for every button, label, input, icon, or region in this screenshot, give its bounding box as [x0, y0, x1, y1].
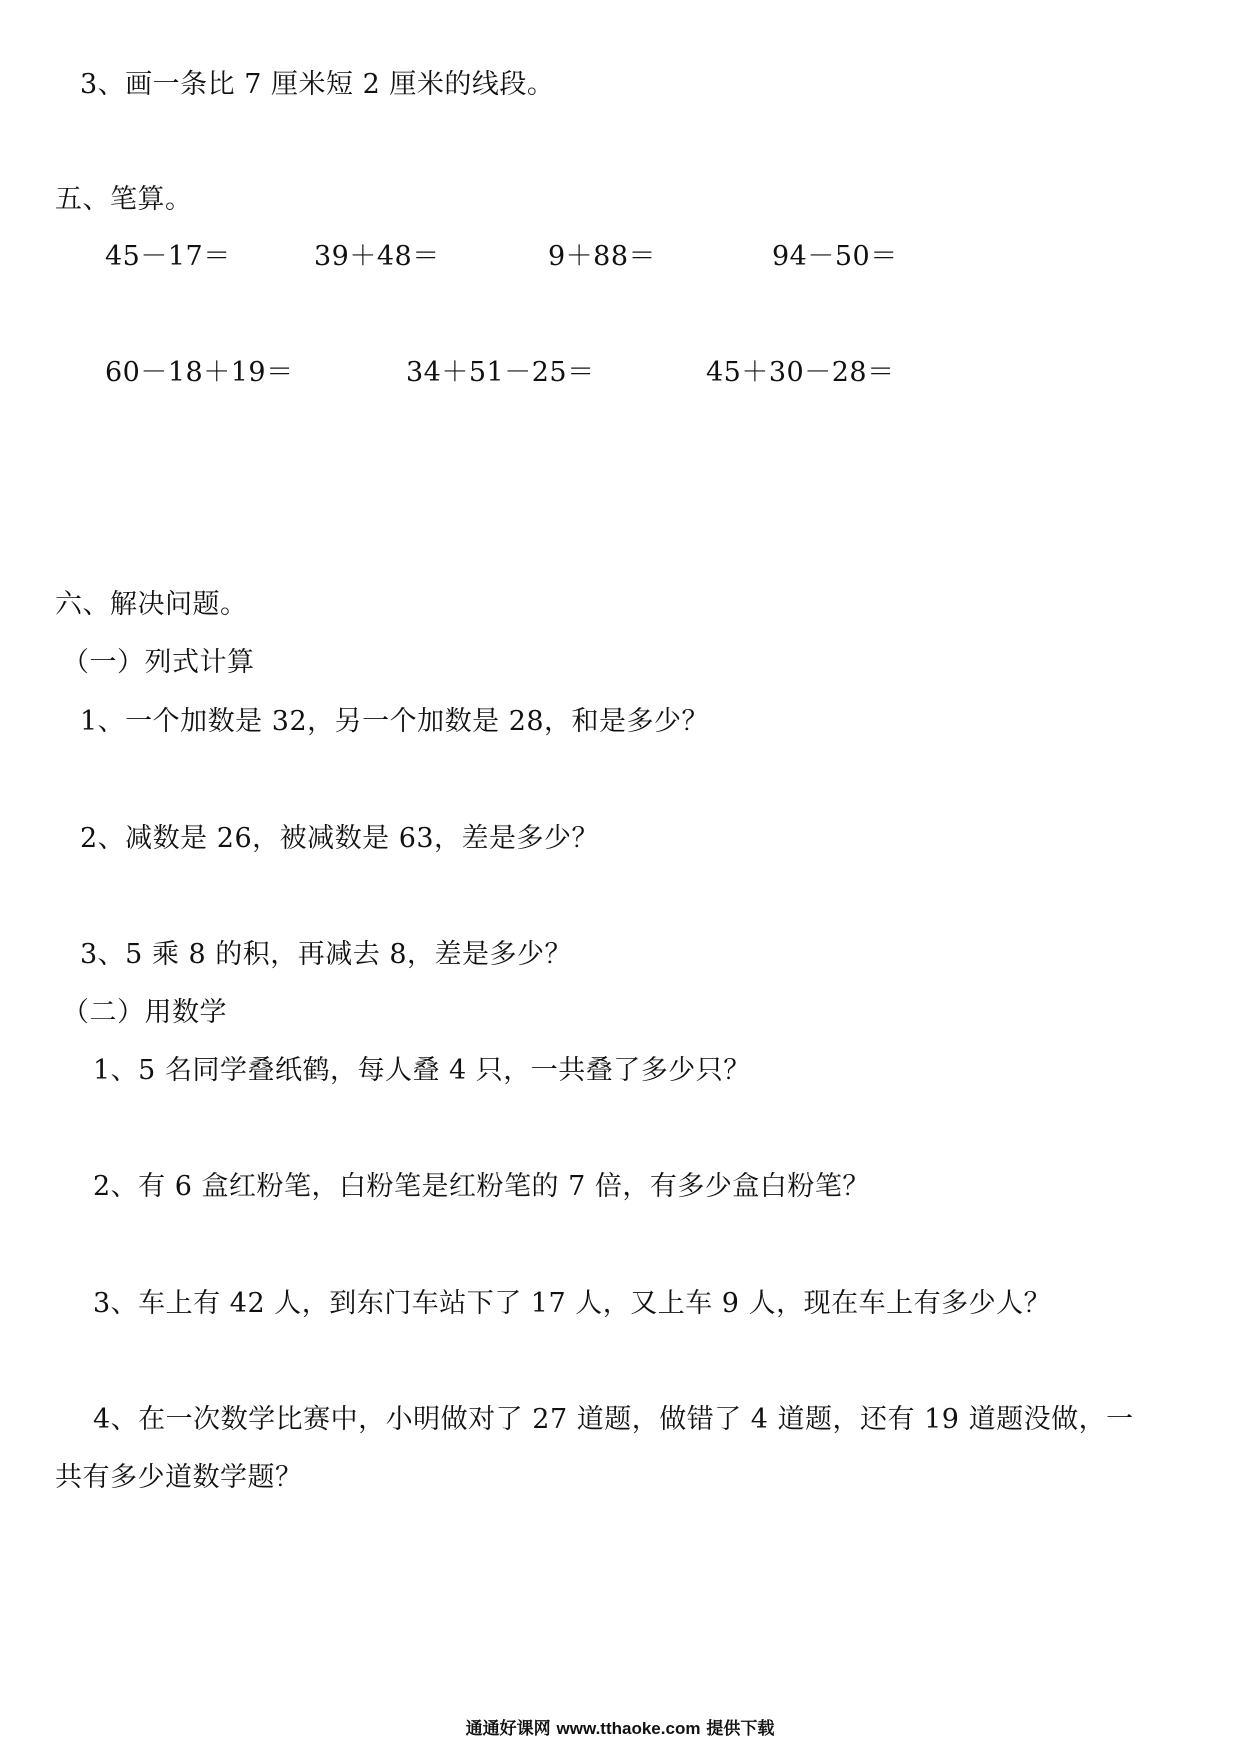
- calc-1-2: 39＋48＝: [314, 241, 440, 272]
- footer-url: www.tthaoke.com: [556, 1719, 701, 1738]
- part2-item-1: 1、5 名同学叠纸鹤，每人叠 4 只，一共叠了多少只？: [93, 1055, 751, 1086]
- calc-2-3: 45＋30－28＝: [706, 357, 895, 388]
- part1-title: （一）列式计算: [62, 647, 255, 678]
- part1-item-2: 2、减数是 26，被减数是 63，差是多少？: [80, 823, 600, 854]
- part1-item-3: 3、5 乘 8 的积，再减去 8，差是多少？: [80, 939, 573, 970]
- part2-item-3: 3、车上有 42 人，到东门车站下了 17 人，又上车 9 人，现在车上有多少人？: [93, 1288, 1052, 1319]
- part2-item-2: 2、有 6 盒红粉笔，白粉笔是红粉笔的 7 倍，有多少盒白粉笔？: [93, 1171, 870, 1202]
- footer-site: 通通好课网: [465, 1719, 551, 1739]
- calc-1-3: 9＋88＝: [548, 241, 657, 272]
- section5-title: 五、笔算。: [55, 184, 193, 215]
- calc-1-4: 94－50＝: [772, 241, 898, 272]
- part2-item-4-line1: 4、在一次数学比赛中，小明做对了 27 道题，做错了 4 道题，还有 19 道题没做，一: [93, 1404, 1134, 1435]
- section4-item-3: 3、画一条比 7 厘米短 2 厘米的线段。: [80, 69, 555, 100]
- footer: [0, 1718, 1240, 1740]
- calc-1-1: 45－17＝: [105, 241, 231, 272]
- calc-2-1: 60－18＋19＝: [105, 357, 294, 388]
- part2-title: （二）用数学: [62, 997, 227, 1028]
- footer-suffix: 提供下载: [706, 1719, 775, 1739]
- part2-item-4-line2: 共有多少道数学题？: [55, 1462, 303, 1493]
- section6-title: 六、解决问题。: [55, 589, 248, 620]
- part1-item-1: 1、一个加数是 32，另一个加数是 28，和是多少？: [80, 706, 710, 737]
- calc-2-2: 34＋51－25＝: [406, 357, 595, 388]
